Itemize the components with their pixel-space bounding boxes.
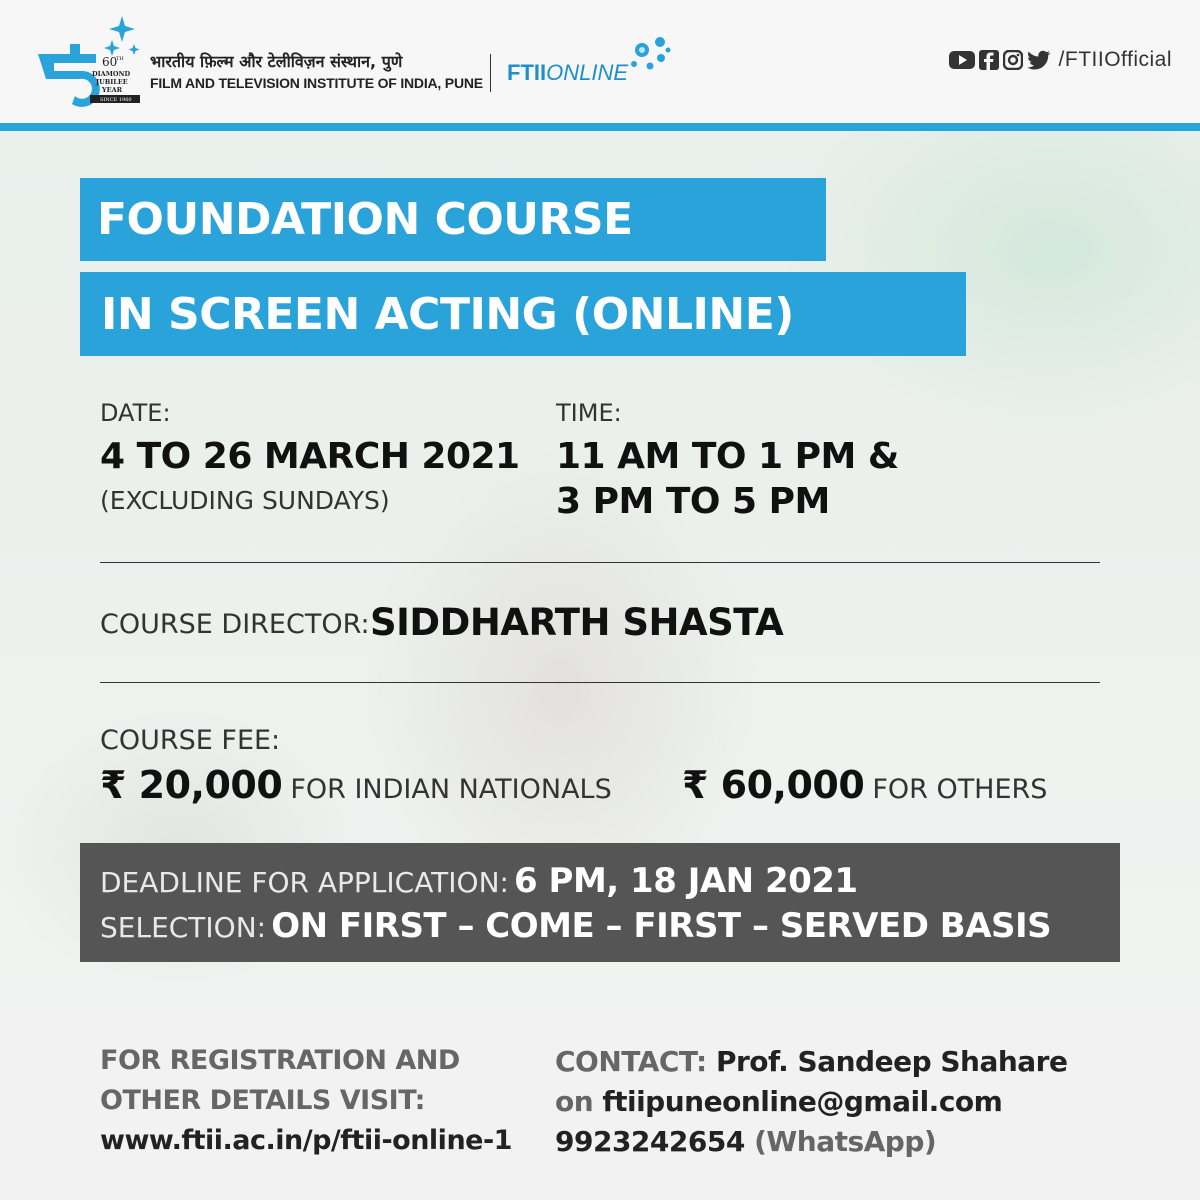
svg-text:SINCE 1960: SINCE 1960 [100,97,132,103]
header-accent-bar [0,123,1200,131]
header [0,0,1200,123]
contact-email-line [555,1085,1002,1118]
selection-value: ON FIRST – COME – FIRST – SERVED BASIS [271,906,1052,946]
course-director-label: COURSE DIRECTOR: [100,609,370,640]
deadline-value: 6 PM, 18 JAN 2021 [514,861,858,901]
youtube-icon[interactable] [949,50,975,70]
main-panel [0,131,1200,1003]
registration-text-line-2: OTHER DETAILS VISIT: [100,1085,425,1116]
fee-indian-description: FOR INDIAN NATIONALS [290,774,612,805]
date-note: (EXCLUDING SUNDAYS) [100,486,390,515]
fee-others-amount: ₹ 60,000 [682,763,865,807]
twitter-icon[interactable] [1027,50,1051,70]
svg-text:60: 60 [102,55,118,69]
fee-indian-amount: ₹ 20,000 [100,763,283,807]
social-handle: /FTIIOfficial [1058,48,1172,71]
course-director-name: SIDDHARTH SHASTA [370,601,784,644]
date-label: DATE: [100,399,171,427]
contact-phone-line [555,1125,936,1158]
svg-text:TH: TH [116,56,124,62]
contact-on-label: on [555,1085,594,1118]
institute-name-hindi: भारतीय फ़िल्म और टेलीविज़न संस्थान, पुणे [150,52,403,71]
fee-indian-nationals [100,763,612,807]
course-title-line-1: FOUNDATION COURSE [80,178,826,261]
ftii-online-logo-thin: ONLINE [546,60,629,85]
selection-label: SELECTION: [100,911,267,944]
contact-phone[interactable]: 9923242654 [555,1125,745,1158]
course-title-line-2: IN SCREEN ACTING (ONLINE) [80,272,966,356]
deadline-panel [80,843,1120,962]
contact-label: CONTACT: [555,1045,707,1078]
ftii-online-logo [507,60,628,86]
social-links [949,48,1172,72]
contact-name: Prof. Sandeep Shahare [715,1045,1068,1078]
contact-email-link[interactable]: ftiipuneonline@gmail.com [602,1085,1003,1118]
contact-phone-note: (WhatsApp) [754,1125,937,1158]
course-fee-label: COURSE FEE: [100,725,281,756]
ftii-diamond-jubilee-logo-icon [30,14,145,114]
fee-others-description: FOR OTHERS [872,774,1048,805]
time-value-line-2: 3 PM TO 5 PM [556,481,830,522]
ftii-online-logo-bold: FTII [507,60,547,85]
contact-line [555,1045,1067,1078]
divider [100,562,1100,563]
divider [100,682,1100,683]
registration-url-link[interactable]: www.ftii.ac.in/p/ftii-online-1 [100,1125,512,1156]
footer [0,1003,1200,1200]
registration-text-line-1: FOR REGISTRATION AND [100,1045,460,1076]
institute-name-english: FILM AND TELEVISION INSTITUTE OF INDIA, PUNE [150,75,483,91]
time-label: TIME: [556,399,622,427]
ftii-online-bubbles-icon [630,36,672,76]
deadline-label: DEADLINE FOR APPLICATION: [100,866,509,899]
header-divider [490,54,491,92]
svg-text:YEAR: YEAR [102,86,123,94]
facebook-icon[interactable] [979,50,999,70]
selection-line [100,906,1051,946]
svg-text:JUBILEE: JUBILEE [96,78,128,86]
svg-text:DIAMOND: DIAMOND [92,70,131,78]
fee-others [682,763,1047,807]
deadline-line [100,861,858,901]
instagram-icon[interactable] [1003,50,1023,70]
time-value-line-1: 11 AM TO 1 PM & [556,436,899,477]
date-value: 4 TO 26 MARCH 2021 [100,436,520,477]
